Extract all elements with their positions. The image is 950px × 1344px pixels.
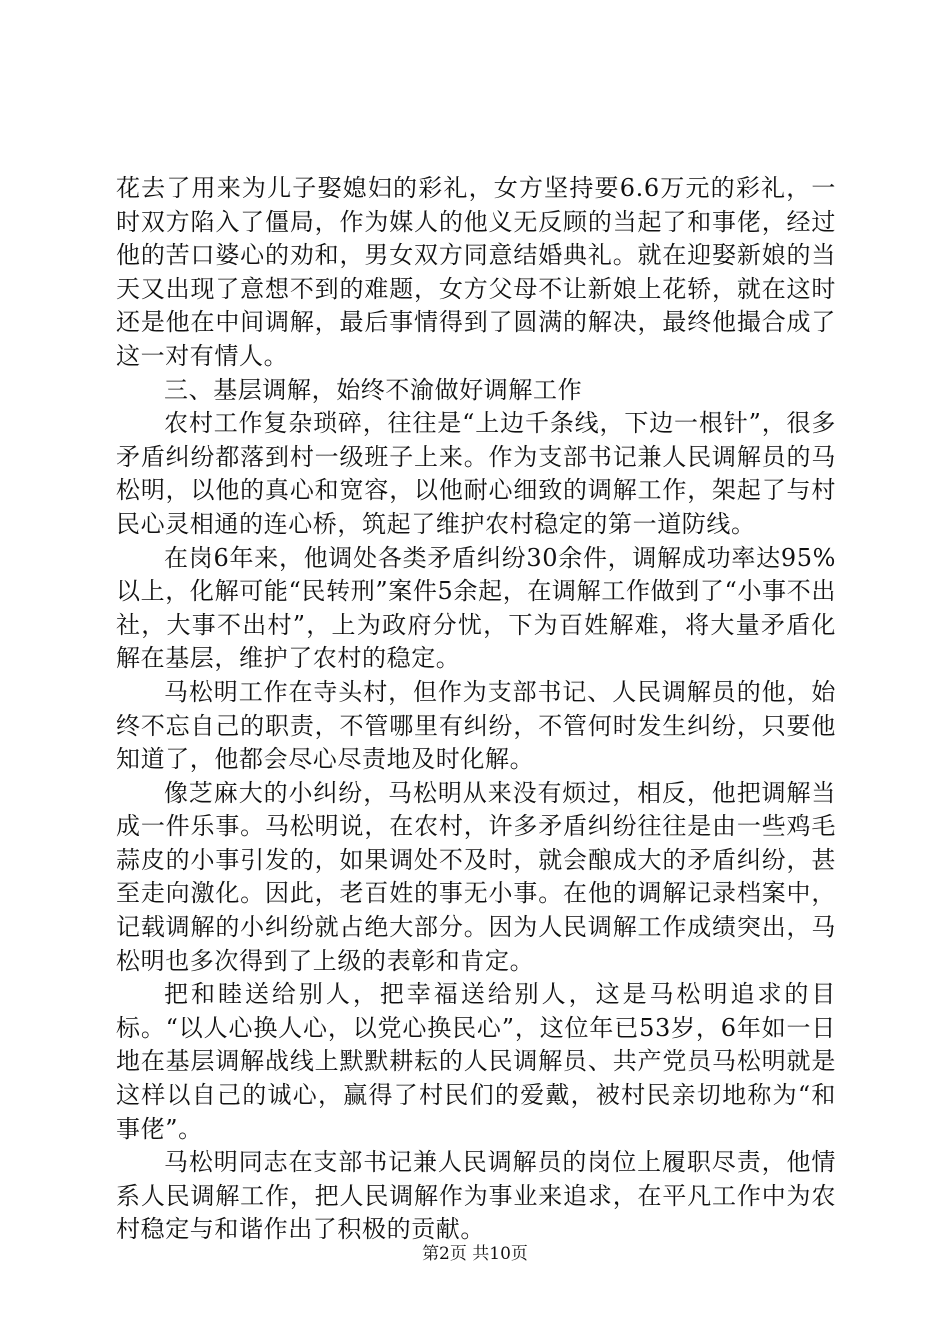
paragraph: 农村工作复杂琐碎，往往是“上边千条线，下边一根针”，很多矛盾纠纷都落到村一级班子上来。作为支部书记兼人民调解员的马松明，以他的真心和宽容，以他耐心细致的调解工作，架起了与村民心灵相通的连心桥，筑起了维护农村稳定的第一道防线。	[116, 409, 836, 538]
document-body	[116, 172, 836, 1247]
section-heading: 三、基层调解，始终不渝做好调解工作	[164, 375, 583, 404]
page-number-footer: 第2页 共10页	[422, 1244, 528, 1264]
paragraph-continuation: 花去了用来为儿子娶媳妇的彩礼，女方坚持要6.6万元的彩礼，一时双方陷入了僵局，作为媒人的他义无反顾的当起了和事佬，经过他的苦口婆心的劝和，男女双方同意结婚典礼。就在迎娶新娘的当天又出现了意想不到的难题，女方父母不让新娘上花轿，就在这时还是他在中间调解，最后事情得到了圆满的解决，最终他撮合成了这一对有情人。	[116, 174, 836, 370]
paragraph: 像芝麻大的小纠纷，马松明从来没有烦过，相反，他把调解当成一件乐事。马松明说，在农村，许多矛盾纠纷往往是由一些鸡毛蒜皮的小事引发的，如果调处不及时，就会酿成大的矛盾纠纷，甚至走向激化。因此，老百姓的事无小事。在他的调解记录档案中，记载调解的小纠纷就占绝大部分。因为人民调解工作成绩突出，马松明也多次得到了上级的表彰和肯定。	[116, 778, 836, 975]
paragraph: 在岗6年来，他调处各类矛盾纠纷30余件，调解成功率达95%以上，化解可能“民转刑”案件5余起，在调解工作做到了“小事不出社，大事不出村”，上为政府分忧，下为百姓解难，将大量矛盾化解在基层，维护了农村的稳定。	[116, 543, 836, 673]
paragraph: 把和睦送给别人，把幸福送给别人，这是马松明追求的目标。“以人心换人心，以党心换民心”，这位年已53岁，6年如一日地在基层调解战线上默默耕耘的人民调解员、共产党员马松明就是这样以自己的诚心，赢得了村民们的爱戴，被村民亲切地称为“和事佬”。	[116, 980, 836, 1143]
paragraph: 马松明同志在支部书记兼人民调解员的岗位上履职尽责，他情系人民调解工作，把人民调解作为事业来追求，在平凡工作中为农村稳定与和谐作出了积极的贡献。	[116, 1148, 836, 1244]
paragraph: 马松明工作在寺头村，但作为支部书记、人民调解员的他，始终不忘自己的职责，不管哪里有纠纷，不管何时发生纠纷，只要他知道了，他都会尽心尽责地及时化解。	[116, 677, 836, 774]
